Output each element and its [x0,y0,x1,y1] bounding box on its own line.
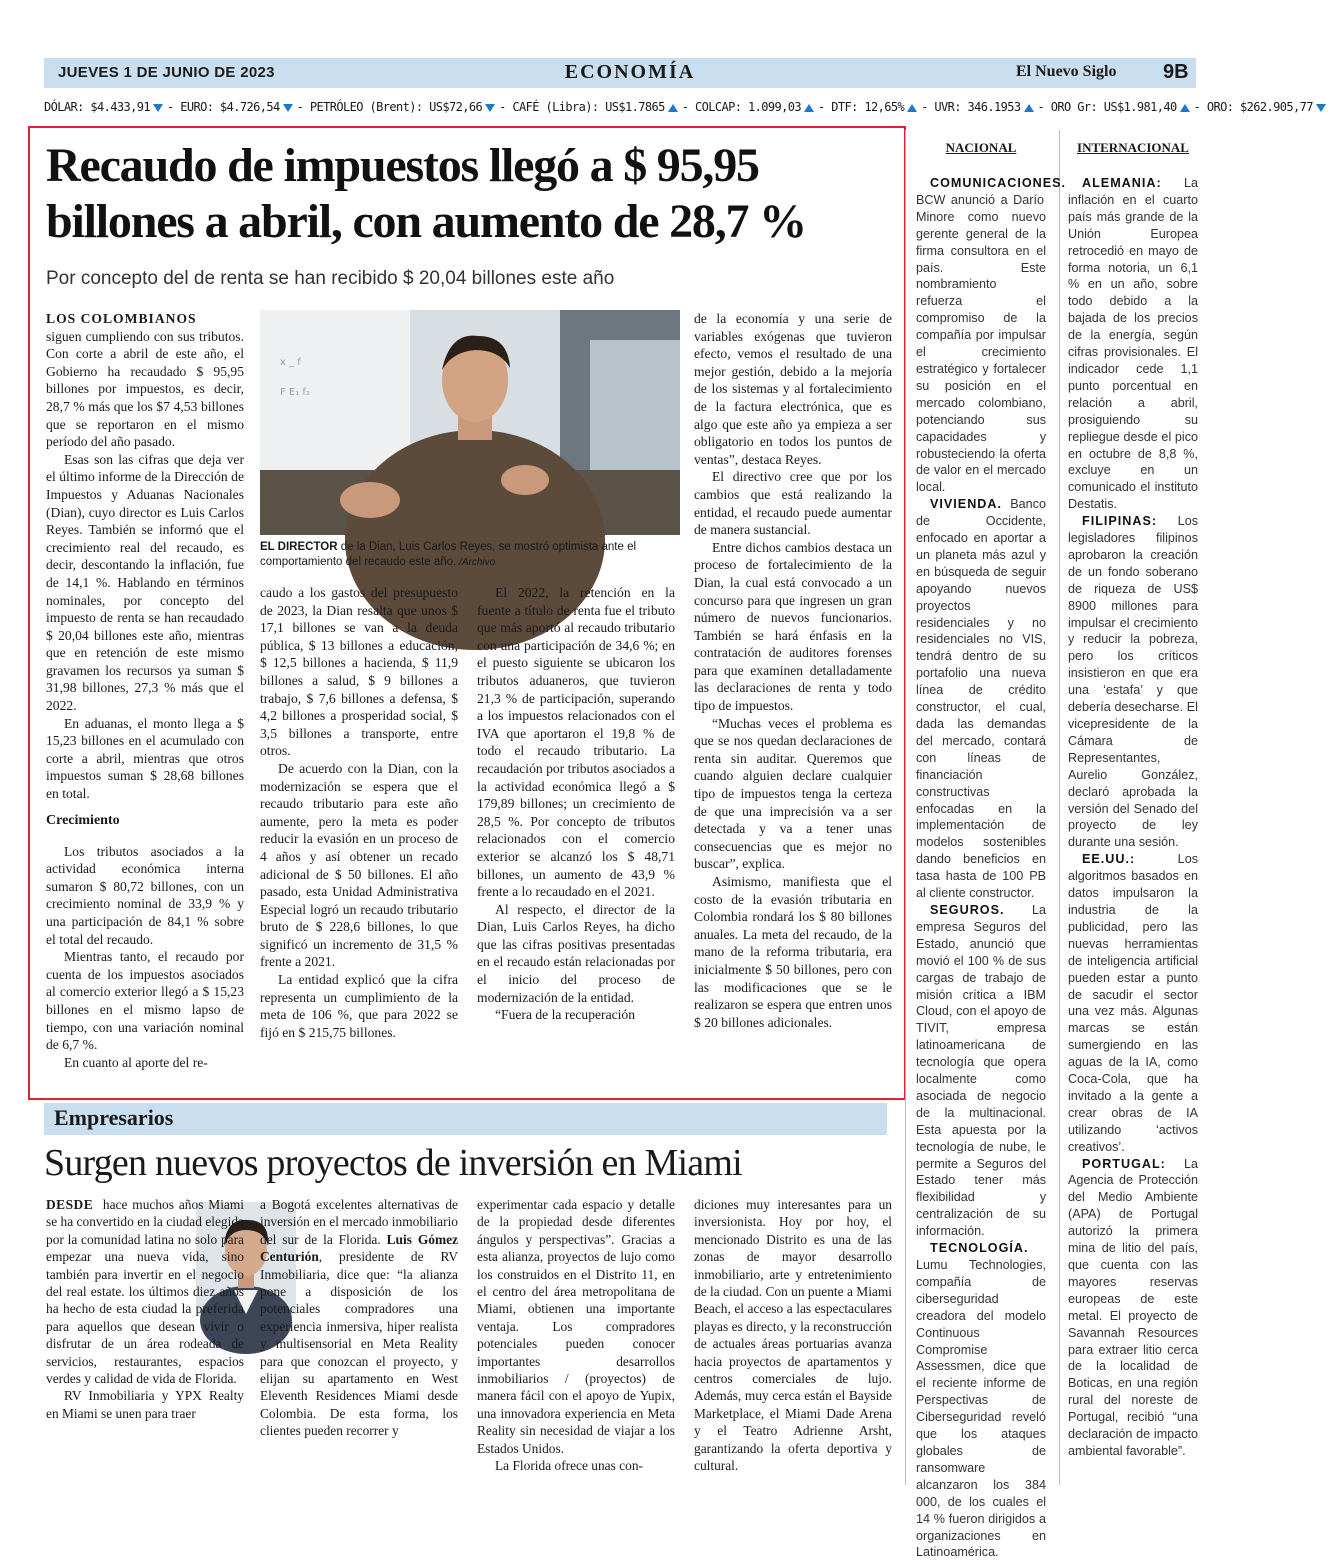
brief-item [916,1240,1046,1561]
brief-item [916,175,1067,496]
brief-keyword: VIVIENDA. [930,497,1002,512]
brief-keyword: COMUNICACIONES. [930,176,1067,190]
paragraph: La entidad explicó que la cifra representa un cumplimiento de la meta de 106 %, que para 2022 se fijó en $ 215,75 billones. [260,972,458,1040]
paragraph: , presidente de RV Inmobiliaria, dice que: “la alianza pone a disposición de los potenciales compradores una experiencia inmersiva, hiper realista y multisensorial en Meta Reality para que conozcan el proyecto, y elijan su apartamento en West Eleventh Residences Miami desde Colombia. De esta forma, los clientes pueden recorrer y [260,1249,458,1439]
paragraph: siguen cumpliendo con sus tributos. Con corte a abril de este año, el Gobierno ha recaudado $ 95,95 billones por impuestos, es decir, 28,7 % más que los $7 4,53 billones que se reportaron en el mismo período del año pasado. [46,328,244,450]
article-subheading: Crecimiento [46,812,120,828]
empresarios-column-1 [46,1196,244,1422]
ticker-item: - CAFÉ (Libra): US$1.7865 [499,100,665,114]
brief-item [1068,175,1198,513]
photo-caption [260,540,680,570]
svg-text:x _ f: x _ f [280,357,301,368]
newspaper-logo: El Nuevo Siglo [1016,63,1117,80]
brief-text: Lumu Technologies, compañía de ciberseguridad creadora del modelo Continuous Compromise Assessmen, dice que el reciente informe de Perspectivas de Ciberseguridad reveló que los ataques globales de ransomware alcanzaron los 384 000, de los cuales el 14 % fueron dirigidos a organizaciones en Latinoamérica. [916,1258,1046,1560]
nacional-briefs [916,175,1067,1561]
director-photo-illustration [260,310,680,535]
arrow-up-icon [804,104,814,112]
paragraph: Al respecto, el director de la Dian, Luis Carlos Reyes, ha dicho que las cifras positivas presentadas en el recaudo están relacionadas por el inicio del proceso de modernización de la entidad. [477,901,675,1005]
article-column-1 [46,310,244,1071]
ticker-item: - ORO Gr: US$1.981,40 [1037,100,1177,114]
issue-date: JUEVES 1 DE JUNIO DE 2023 [58,64,275,81]
empresarios-headline: Surgen nuevos proyectos de inversión en Miami [44,1142,742,1184]
page-number: 9B [1163,61,1189,83]
arrow-up-icon [668,104,678,112]
arrow-down-icon [485,104,495,112]
brief-item [1068,851,1198,1155]
paragraph: De acuerdo con la Dian, con la modernización se espera que el recaudo tributario para este año aumente, pero la meta es poder reducir la evasión en un proceso de 4 años y así obtener un recado adicional de $ 50 billones. El año pasado, esta Unidad Administrativa Especial logró un recaudo tributario bruto de $ 228,6 billones, lo que significó un incremento de 31,5 % frente a 2021. [260,760,458,970]
paragraph: “Muchas veces el problema es que se nos quedan declaraciones de renta sin auditar. Queremos que cuando alguien declare cualquier tipo de impuestos tenga la certeza de que una imprecisión va a ser detectada y va a tener unas consecuencias que es mejor no buscar”, explica. [694,715,892,872]
paragraph: “Fuera de la recuperación [495,1007,636,1023]
brief-text: La inflación en el cuarto país más grande de la Unión Europea retrocedió en mayo de forma notoria, un 6,1 % en un año, sobre todo debido a la bajada de los precios de la energía, según cifras provisionales. El indicador cede 1,1 punto porcentual en relación a abril, prosiguiendo su repliegue desde el pico en octubre de 8,8 %, excluye en un comunicado el instituto Destatis. [1068,176,1198,512]
brief-item [1068,513,1198,851]
article-photo [260,310,680,535]
section-label: Empresarios [54,1105,174,1130]
brief-keyword: EE.UU.: [1082,852,1136,867]
brief-text: BCW anunció a Darío Minore como nuevo gerente general de la firma consultora en el país. Este nombramiento refuerza el compromiso de la compañía por impulsar el crecimiento estratégico y fortalecer su posición en el mercado colombiano, potenciando sus capacidades y robusteciendo la oferta de valor en el mercado local. [916,192,1046,495]
empresarios-column-2 [260,1196,458,1440]
ticker-item: - PETRÓLEO (Brent): US$72,66 [296,100,483,114]
brief-text: La Agencia de Protección del Medio Ambiente (APA) de Portugal autorizó la primera mina de litio del país, que cuenta con las mayores reservas europeas de este metal. El proyecto de Savannah Resources para extraer litio cerca de la localidad de Boticas, en una región rural del noreste de Portugal, recibió “una declaración de impacto ambiental favorable”. [1068,1156,1198,1458]
brief-item [1068,1156,1198,1460]
paragraph: experimentar cada espacio y detalle de la propiedad desde diferentes ángulos y perspectivas”. Gracias a esta alianza, proyectos de lujo como los construidos en el Distrito 11, en el centro del área metropolitana de Miami, obtienen una importante ventaja. Los compradores potenciales pueden conocer importantes desarrollos inmobiliarios / (proyectos) de manera fácil con el apoyo de Yupix, una innovadora experiencia en Meta Reality sin necesidad de viajar a los Estados Unidos. [477,1197,675,1456]
caption-lead: EL DIRECTOR [260,541,338,553]
caption-text: de la Dian, Luis Carlos Reyes, se mostró optimista ante el comportamiento del recaudo este año. [260,541,637,568]
article-lead: LOS COLOMBIANOS [46,311,197,326]
paragraph: Asimismo, manifiesta que el costo de la evasión tributaria en Colombia rondará los $ 80 billones anuales. La meta del recaudo, de la mano de la reforma tributaria, era inicialmente $ 50 billones, pero con las modificaciones que se le realizaron se espera que entren unos $ 20 billones adicionales. [694,874,892,1030]
paragraph: a Bogotá excelentes alternativas de inversión en el mercado inmobiliario del sur de la Florida. [260,1197,458,1247]
empresarios-column-4 [694,1196,892,1475]
brief-keyword: SEGUROS. [930,902,1005,917]
brief-keyword: FILIPINAS: [1082,514,1158,529]
brief-text: Los legisladores filipinos aprobaron la creación de un fondo soberano de riqueza de US$ 8900 millones para impulsar el crecimiento y reducir la pobreza, pero los críticos insistieron en que era una ‘estafa’ y que debería desecharse. El vicepresidente de la Cámara de Representantes, Aurelio González, declaró aprobada la versión del Senado del proyecto de ley durante una sesión. [1068,514,1198,850]
ticker-item: - EURO: $4.726,54 [167,100,280,114]
article-column-4 [694,310,892,1031]
paragraph: hace muchos años Miami se ha convertido en la ciudad elegida por la comunidad latina no solo para empezar una nueva vida, sino también para invertir en el negocio del real estate. los últimos diez años ha hecho de esta ciudad la preferida para aquellos que desean vivir o disfrutar de un área rodeada de servicios, restaurantes, espacios verdes y calidad de vida de Florida. [46,1197,244,1387]
market-ticker [44,100,1313,114]
paragraph: En aduanas, el monto llega a $ 15,23 billones en el acumulado con corte a abril, mientras que otros impuestos suman $ 28,68 billones en total. [46,715,244,802]
ticker-item: - COLCAP: 1.099,03 [681,100,801,114]
brief-text: Los algoritmos basados en datos impulsaron la industria de la publicidad, pero las nuevas herramientas de inteligencia artificial pueden estar a punto de sacudir el sector una vez más. Algunas marcas se están sumergiendo en las aguas de la IA, como Coca-Cola, que ha invitado a la gente a crear obras de IA utilizando ‘activos creativos’. [1068,852,1198,1154]
article-column-3 [477,584,675,1024]
arrow-up-icon [1024,104,1034,112]
arrow-up-icon [907,104,917,112]
paragraph: de la economía y una serie de variables exógenas que tuvieron efecto, vemos el resultado de una mejor gestión, debido a la mejoría de los sistemas y al fortalecimiento de la factura electrónica, que es algo que este año ya empieza a ser obligatorio en todos los puntos de ventas”, destaca Reyes. [694,311,892,467]
paragraph: Mientras tanto, el recaudo por cuenta de los impuestos asociados al comercio exterior llegó a $ 15,23 billones en el mismo lapso de tiempo, con una variación nominal de 6,7 %. [46,949,244,1053]
paragraph: Entre dichos cambios destaca un proceso de fortalecimiento de la Dian, la cual está convocado a un concurso para que ingresen un gran número de nuevos funcionarios. También se hará énfasis en la contratación de auditores forenses para que examinen detalladamente las declaraciones de renta y todo tipo de impuestos. [694,539,892,714]
brief-item [916,496,1046,902]
paragraph: Esas son las cifras que deja ver el último informe de la Dirección de Impuestos y Aduanas Nacionales (Dian), cuyo director es Luis Carlos Reyes. También se informó que el crecimiento real del recaudo, es decir, descontando la inflación, fue de 14,1 %. Hablando en términos nominales, por concepto del impuesto de renta se han recaudado $ 20,04 billones este año, mientras que en retención de este mismo gravamen los recursos ya suman $ 31,98 billones, 27,3 % más que el 2022. [46,451,244,714]
arrow-up-icon [1180,104,1190,112]
ticker-item: DÓLAR: $4.433,91 [44,100,150,114]
photo-credit: /Archivo [456,557,496,568]
article-headline: Recaudo de impuestos llegó a $ 95,95 billones a abril, con aumento de 28,7 % [46,139,806,248]
internacional-heading: INTERNACIONAL [1077,140,1189,155]
svg-text:F E₁ f₂: F E₁ f₂ [280,387,310,398]
ticker-item: - ORO: $262.905,77 [1193,100,1313,114]
section-name: ECONOMÍA [564,61,696,83]
quoted-person: Luis Gómez Centurión [260,1231,458,1265]
arrow-down-icon [283,104,293,112]
article-column-2 [260,584,458,1041]
arrow-down-icon [1316,104,1326,112]
paragraph: caudo a los gastos del presupuesto de 2023, la Dian resalta que unos $ 17,1 billones se van a la deuda pública, $ 13 billones a educación, $ 12,5 billones a hacienda, $ 11,9 billones a salud, $ 9 billones a trabajo, $ 7,6 billones a defensa, $ 4,2 billones a prosperidad social, $ 3,5 billones a transporte, entre otros. [260,585,458,759]
arrow-down-icon [153,104,163,112]
paragraph: RV Inmobiliaria y YPX Realty en Miami se unen para traer [46,1388,244,1421]
brief-text: Banco de Occidente, enfocado en aportar a un planeta más azul y en búsqueda de seguir apoyando nuevos proyectos residenciales y no residenciales no VIS, tendrá dentro de su portafolio una nueva línea de crédito constructor, el cual, dada las demandas del mercado, contará con líneas de financiación constructivas enfocadas en la implementación de modelos sostenibles dando beneficios en tasa hasta de 100 PB al cliente constructor. [916,497,1046,901]
brief-keyword: ALEMANIA: [1082,176,1162,190]
paragraph: diciones muy interesantes para un inversionista. Hoy por hoy, el mencionado Distrito es una de las zonas de mayor desarrollo inmobiliario, arte y entretenimiento de la ciudad. Con un puente a Miami Beach, el acceso a las espectaculares playas es directo, y la reconstrucción de actuales áreas portuarias avanza hacia proyectos de apartamentos y centros comerciales de lujo. Además, muy cerca están el Bayside Marketplace, el Miami Dade Arena y el Teatro Adrienne Arsht, garantizando la oferta deportiva y cultural. [694,1197,892,1474]
ticker-item: - UVR: 346.1953 [921,100,1021,114]
paragraph: Los tributos asociados a la actividad económica interna sumaron $ 80,72 billones, con un crecimiento nominal de 33,9 % y una participación de 84,1 % sobre el total del recaudo. [46,843,244,947]
article-subhead: Por concepto del de renta se han recibido $ 20,04 billones este año [46,268,615,289]
ticker-item: - DTF: 12,65% [818,100,905,114]
brief-text: La empresa Seguros del Estado, anunció que movió el 100 % de sus cargas de trabajo de misión crítica a IBM Cloud, con el apoyo de TIVIT, empresa latinoamericana de tecnología que opera localmente como asociada de negocio de la multinacional. Esta apuesta por la tecnología de nube, le permite a Seguros del Estado tener más flexibilidad y centralización de su información. [916,902,1046,1239]
paragraph: En cuanto al aporte del re- [64,1054,208,1070]
brief-keyword: PORTUGAL: [1082,1156,1166,1171]
brief-item [916,902,1046,1240]
paragraph: El directivo cree que por los cambios que está realizando la entidad, el recaudo puede aumentar de manera sustancial. [694,469,892,538]
paragraph: El 2022, la retención en la fuente a título de renta fue el tributo que más aportó al recaudo tributario con una participación de 34,6 %; en el puesto siguiente se ubicaron los tributos aduaneros, que tuvieron 21,3 % de participación, superando a los impuestos relacionados con el IVA que aportaron el 19,8 % de todo el recaudo tributario. La recaudación por tributos asociados a la actividad económica llegó a $ 179,89 billones; un crecimiento de 28,5 %. Por concepto de tributos relacionados con el comercio exterior se alcanzó los $ 48,71 billones, un aumento de 43,9 % frente a lo recaudado en el 2021. [477,585,675,900]
empresarios-column-3 [477,1196,675,1475]
nacional-heading: NACIONAL [945,140,1017,155]
brief-keyword: TECNOLOGÍA. [930,1241,1029,1256]
internacional-briefs [1068,175,1198,1460]
paragraph: La Florida ofrece unas con- [495,1458,643,1474]
column-divider [1059,130,1060,1485]
column-divider [905,130,906,1485]
empresarios-lead: DESDE [46,1197,94,1212]
